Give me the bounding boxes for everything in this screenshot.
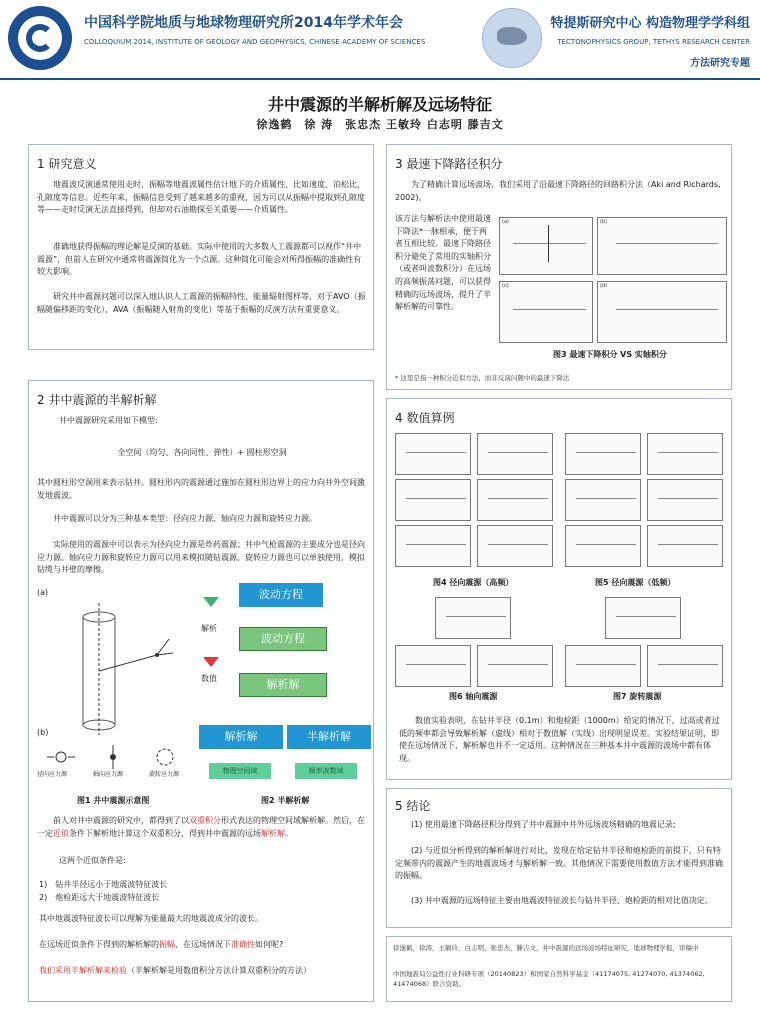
fig7-grid (565, 597, 725, 691)
sec2-para-6: 其中地震波特征波长可以理解为能量最大的地震波成分的波长。 (39, 914, 263, 923)
tag-physical-domain: 物理空间域 (209, 763, 271, 779)
section-4 (386, 398, 732, 780)
poster-title: 井中震源的半解析解及远场特征 (267, 95, 492, 114)
authors: 徐逸鹤 徐 涛 张忠杰 王敏玲 白志明 滕吉文 (256, 118, 504, 131)
box-analytic-solution: 解析解 (239, 673, 327, 697)
fig2-caption: 图2 半解析解 (261, 796, 310, 805)
sec1-para-2: 准确地获得振幅的理论解是反演的基础。实际中使用的大多数人工震源都可以视作“井中震源”，但前人在研究中通常将震源简化为一个点源。这种简化可能会对所得振幅的准确性有较大影响。 (37, 242, 362, 277)
section-5-heading: 5 结论 (395, 799, 431, 813)
sec3-footnote: * 这里是指一种积分近似方法，而非反演问题中的最速下降法 (395, 374, 570, 382)
conclusion-3: (3) 井中震源的远场特征主要由地震波特征波长与钻井半径、炮检距的相对比值决定。 (411, 896, 713, 905)
section-2-heading: 2 井中震源的半解析解 (37, 393, 157, 407)
box-wave-equation-2: 波动方程 (239, 627, 327, 651)
reference-1: 徐逸鹤，徐涛，王敏玲，白志明，张忠杰，滕吉文，井中震源的远场波场特征研究，地球物理学报，审稿中 (393, 944, 699, 952)
fig4-caption: 图4 径向震源（高频） (433, 578, 514, 587)
arrow-numeric (203, 657, 219, 667)
borehole-diagram (37, 595, 197, 745)
label-analytic: 解析 (201, 624, 217, 633)
topic-label: 方法研究专题 (690, 58, 750, 69)
condition-2: 2) 炮检距远大于地震波特征波长 (39, 893, 160, 902)
label-radial-source: 径向应力源 (37, 771, 68, 778)
label-axial-source: 轴向应力源 (93, 771, 124, 778)
sec3-para-2: 该方法与解析法中使用最速下降法*一脉相承，便于两者互相比较。最速下降路径积分避免了常用的实轴积分（或者叫波数积分）在远场的高频振荡问题，可以获得精确的远场波场，提升了半解析解的可靠性。 (395, 214, 491, 312)
fig5-caption: 图5 径向震源（低频） (595, 578, 676, 587)
sec2-para-1: 其中圆柱形空洞用来表示钻井。圆柱形内的震源通过施加在圆柱形边界上的应力向井外空间激发地震波。 (37, 478, 365, 500)
sec1-para-3: 研究井中震源问题可以深入地认识人工震源的振幅特性，能量辐射图样等，对于AVO（振幅随偏移距的变化），AVA（振幅随入射角的变化）等基于振幅的反演方法有重要意义。 (37, 292, 366, 314)
fig5-grid (565, 433, 725, 569)
fig3-plot-a: (a) (499, 217, 593, 275)
sec2-para-4: 前人对井中震源的研究中，都得到了以双重积分形式表达的物理空间域解析解。然后，在一定近似条件下解析地计算这个双重积分，得到井中震源的远场解析解。 (37, 816, 365, 838)
sec2-para-5: 这两个近似条件是: (59, 856, 126, 865)
globe-logo (482, 8, 542, 68)
figure-2-flowchart (199, 581, 369, 795)
group-subtitle: TECTONOPHYSICS GROUP, TETHYS RESEARCH CENTER (557, 38, 750, 46)
group-title: 特提斯研究中心 构造物理学学科组 (550, 16, 750, 31)
condition-1: 1) 钻井半径远小于地震波特征波长 (39, 880, 168, 889)
institute-logo (8, 6, 72, 70)
sec2-intro: 井中震源研究采用如下模型: (59, 416, 158, 425)
funding-note: 中国地震局公益性行业科研专项（20140823）和国家自然科学基金（41174075, 41274070, 41374062, 41474068）联合资助。 (393, 970, 705, 988)
box-wave-equation: 波动方程 (239, 583, 323, 607)
fig7-caption: 图7 旋转震源 (613, 692, 662, 701)
fig3-plot-c: (c) (499, 281, 593, 343)
fig1-label-b: (b) (37, 728, 49, 737)
model-formula: 全空间（均匀、各向同性、弹性）+ 圆柱形空洞 (117, 448, 287, 457)
sec2-para-2: 井中震源可以分为三种基本类型：径向应力源、轴向应力源和旋转应力源。 (53, 514, 317, 523)
conference-title: 中国科学院地质与地球物理研究所2014年学术年会 (84, 15, 403, 31)
section-4-heading: 4 数值算例 (395, 411, 455, 425)
section-3 (386, 144, 732, 390)
section-1 (28, 144, 374, 350)
arrow-analytic (203, 597, 219, 607)
section-5 (386, 788, 732, 928)
tag-frequency-domain: 频率波数域 (295, 763, 357, 779)
question-1: 在远场近似条件下得到的解析解的振幅，在远场情况下准确性如何呢? (39, 940, 284, 949)
fig1-caption: 图1 井中震源示意图 (77, 796, 150, 805)
fig1-label-a: (a) (37, 588, 49, 597)
references (386, 936, 732, 1002)
box-full-analytic: 解析解 (199, 725, 283, 749)
conference-subtitle: COLLOQUIUM 2014, INSTITUTE OF GEOLOGY AND GEOPHYSICS, CHINESE ACADEMY OF SCIENCES (84, 38, 426, 46)
sec2-para-3: 实际使用的震源中可以表示为径向应力源是炸药震源；井中气枪震源的主要成分也是径向应力源。轴向应力源和旋转应力源可以用来模拟随钻震源。旋转应力源也可以单独使用，模拟钻缆与井壁的摩擦。 (37, 540, 365, 575)
question-2: 我们采用半解析解来检验（半解析解是用数值积分方法计算双重积分的方法） (39, 966, 311, 975)
fig6-grid (395, 597, 555, 691)
fig3-plot-d: (d) (597, 281, 727, 343)
section-2 (28, 380, 374, 1002)
section-1-heading: 1 研究意义 (37, 157, 97, 171)
sec1-para-1: 地震波反演通常使用走时、振幅等地震波属性估计地下的介质属性，比如速度、泊松比，孔隙度等信息。近些年来，振幅信息受到了越来越多的重视，因为可以从振幅中提取到孔隙度等——走时反演无法直接得到，但却对石油勘探至关重要——介质属性。 (37, 180, 365, 215)
fig3-caption: 图3 最速下降积分 VS 实轴积分 (553, 350, 667, 359)
header (0, 0, 760, 80)
sec4-para-1: 数值实验表明，在钻井半径（0.1m）和炮检距（1000m）给定的情况下，过高或者过低的频率都会导致解析解（虚线）相对于数值解（实线）出现明显误差。实验结果证明，即使在远场情况下，解析解也并不一定适用。这种情况在三种基本井中震源的波场中都有体现。 (399, 716, 720, 763)
fig4-grid (395, 433, 555, 569)
label-rotational-source: 旋转应力源 (149, 771, 180, 778)
section-3-heading: 3 最速下降路径积分 (395, 157, 503, 171)
fig6-caption: 图6 轴向震源 (449, 692, 498, 701)
box-semi-analytic: 半解析解 (287, 725, 371, 749)
label-numeric: 数值 (201, 674, 217, 683)
conclusion-2: (2) 与近似分析得到的解析解进行对比，发现在给定钻井半径和炮检距的前提下，只有特定频带内的震源产生的地震波场才与解析解一致。其他情况下需要使用数值方法才能得到准确的振幅。 (395, 846, 723, 881)
fig3-plot-b: (b) (597, 217, 727, 275)
figure-1-wellbore (37, 587, 197, 797)
conclusion-1: (1) 使用最速下降路径积分得到了井中震源中井外远场波场精确的地震记录; (411, 820, 676, 829)
sec3-para-1: 为了精确计算远场波场，我们采用了沿最速下降路径的回路积分法（Aki and Richards, 2002)。 (395, 180, 721, 202)
